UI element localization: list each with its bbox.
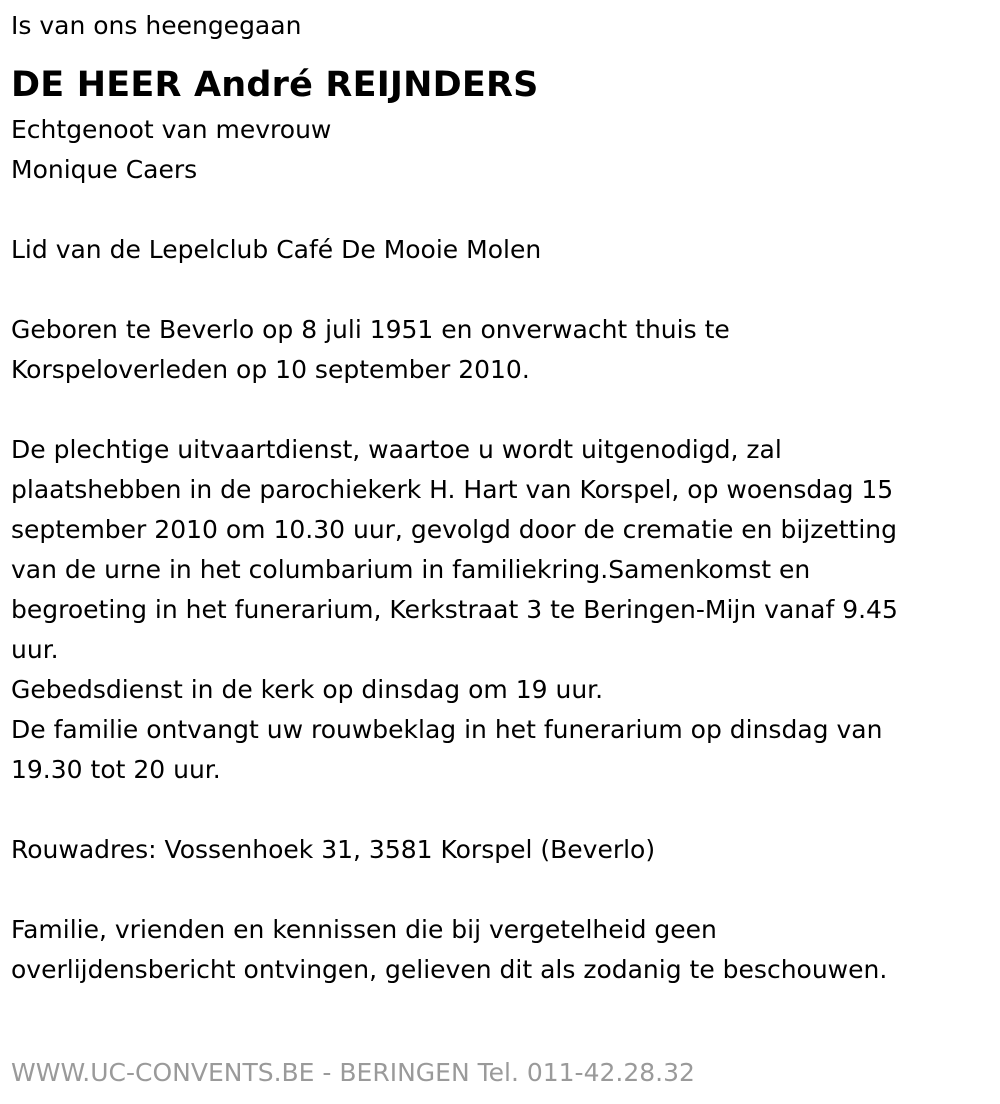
ceremony-line: van de urne in het columbarium in familiekring.Samenkomst en <box>11 555 811 584</box>
intro-text: Is van ons heengegaan <box>11 11 302 40</box>
footer-contact: WWW.UC-CONVENTS.BE - BERINGEN Tel. 011-42.28.32 <box>11 1058 695 1087</box>
birth-death-line: Korspeloverleden op 10 september 2010. <box>11 355 530 384</box>
spouse-line-1: Echtgenoot van mevrouw <box>11 115 332 144</box>
notice-line: Familie, vrienden en kennissen die bij vergetelheid geen <box>11 915 717 944</box>
notice-line: overlijdensbericht ontvingen, gelieven dit als zodanig te beschouwen. <box>11 955 888 984</box>
ceremony-line: De plechtige uitvaartdienst, waartoe u wordt uitgenodigd, zal <box>11 435 782 464</box>
membership-text: Lid van de Lepelclub Café De Mooie Molen <box>11 235 542 264</box>
ceremony-line: plaatshebben in de parochiekerk H. Hart van Korspel, op woensdag 15 <box>11 475 894 504</box>
ceremony-line: september 2010 om 10.30 uur, gevolgd door de crematie en bijzetting <box>11 515 897 544</box>
condolence-line: De familie ontvangt uw rouwbeklag in het funerarium op dinsdag van <box>11 715 883 744</box>
ceremony-line: begroeting in het funerarium, Kerkstraat 3 te Beringen-Mijn vanaf 9.45 <box>11 595 898 624</box>
spacer <box>11 870 990 910</box>
mourning-address: Rouwadres: Vossenhoek 31, 3581 Korspel (Beverlo) <box>11 835 656 864</box>
prayer-service-line: Gebedsdienst in de kerk op dinsdag om 19 uur. <box>11 675 604 704</box>
deceased-name: DE HEER André REIJNDERS <box>11 65 539 105</box>
spacer <box>11 390 990 430</box>
ceremony-line: uur. <box>11 635 59 664</box>
spacer <box>11 790 990 830</box>
birth-death-line: Geboren te Beverlo op 8 juli 1951 en onverwacht thuis te <box>11 315 730 344</box>
spouse-line-2: Monique Caers <box>11 155 198 184</box>
spacer <box>11 270 990 310</box>
condolence-line: 19.30 tot 20 uur. <box>11 755 221 784</box>
spacer <box>11 190 990 230</box>
